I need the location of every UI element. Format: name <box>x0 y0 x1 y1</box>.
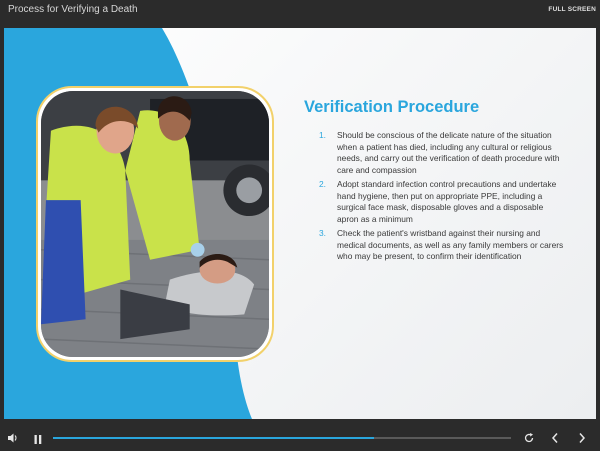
player-top-bar <box>0 0 600 22</box>
replay-icon[interactable] <box>523 431 535 449</box>
pause-icon[interactable] <box>33 432 43 450</box>
list-item <box>316 228 566 263</box>
procedure-steps-list <box>316 130 566 266</box>
step-text: Check the patient's wristband against their nursing and medical documents, as well as any family members or carers who may be present, to confirm their identification <box>337 228 564 261</box>
next-icon[interactable] <box>577 431 587 449</box>
step-text: Should be conscious of the delicate nature of the situation when a patient has died, including any cultural or religious needs, and carry out the verification of death procedure with care and compassion <box>337 130 560 175</box>
list-item <box>316 130 566 176</box>
progress-bar[interactable] <box>53 437 511 439</box>
progress-bar-fill <box>53 437 374 439</box>
step-number: 1. <box>319 130 326 140</box>
fullscreen-button[interactable]: FULL SCREEN <box>548 6 596 13</box>
paramedics-photo <box>41 91 269 357</box>
volume-icon[interactable] <box>7 431 19 449</box>
list-item <box>316 179 566 225</box>
step-number: 2. <box>319 179 326 189</box>
step-text: Adopt standard infection control precautions and undertake hand hygiene, then put on appropriate PPE, including a surgical face mask, disposable gloves and a disposable apron as a minimum <box>337 179 557 224</box>
slide-canvas <box>4 28 596 419</box>
photo-frame <box>36 86 274 362</box>
previous-icon[interactable] <box>550 431 560 449</box>
course-title: Process for Verifying a Death <box>8 4 138 15</box>
slide-heading: Verification Procedure <box>304 98 480 116</box>
step-number: 3. <box>319 228 326 238</box>
